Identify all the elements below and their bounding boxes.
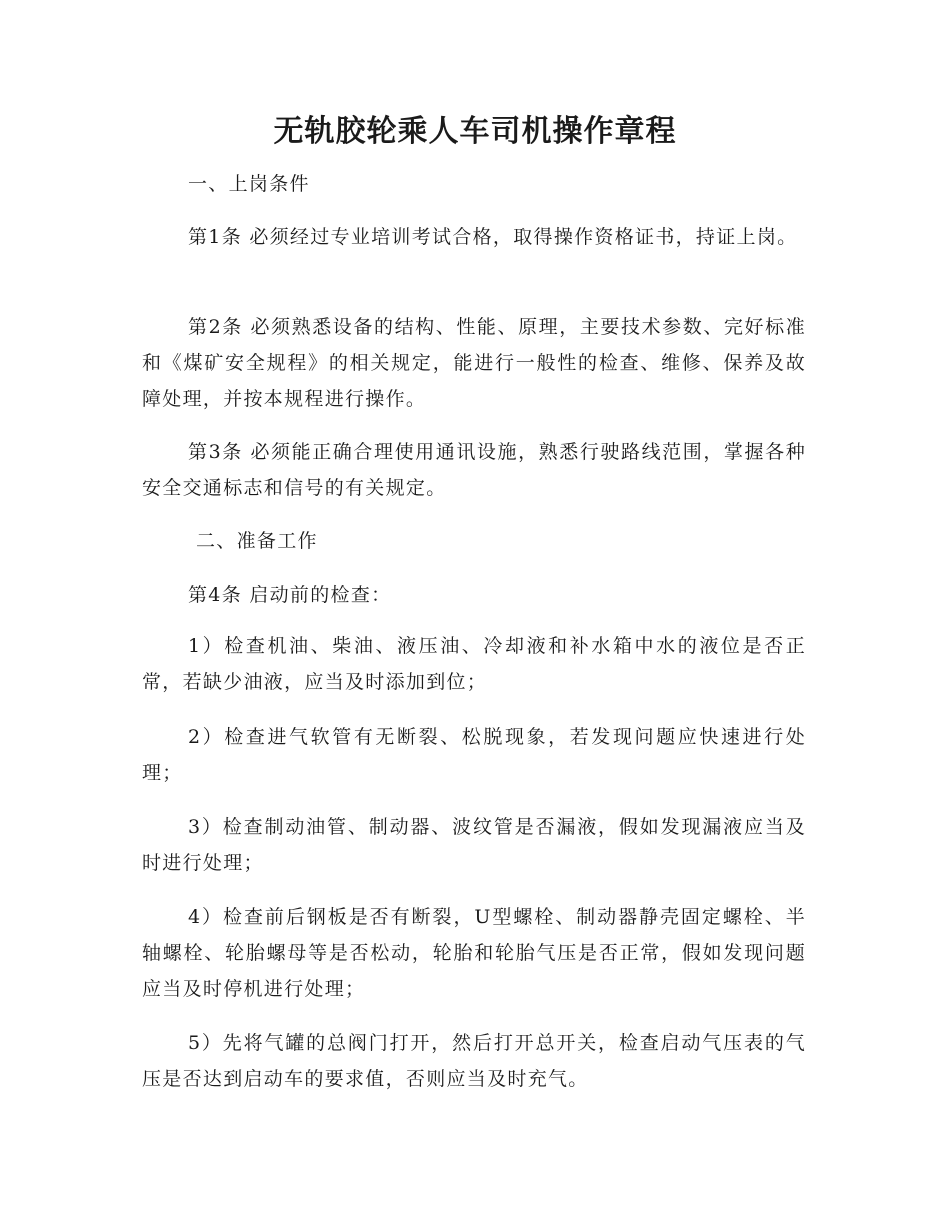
- section-heading-preparation: 二、准备工作: [196, 530, 318, 552]
- article-1: 第1条 必须经过专业培训考试合格，取得操作资格证书，持证上岗。: [188, 226, 798, 248]
- check-item-1: 1）检查机油、柴油、液压油、冷却液和补水箱中水的液位是否正常，若缺少油液，应当及时添加到位；: [142, 635, 806, 693]
- section-heading-qualifications: 一、上岗条件: [188, 173, 310, 195]
- article-4: 第4条 启动前的检查：: [188, 584, 392, 606]
- article-2: 第2条 必须熟悉设备的结构、性能、原理，主要技术参数、完好标准和《煤矿安全规程》的相关规定，能进行一般性的检查、维修、保养及故障处理，并按本规程进行操作。: [142, 316, 806, 410]
- check-item-2: 2）检查进气软管有无断裂、松脱现象，若发现问题应快速进行处理；: [142, 726, 806, 784]
- check-item-3: 3）检查制动油管、制动器、波纹管是否漏液，假如发现漏液应当及时进行处理；: [142, 816, 806, 874]
- article-3: 第3条 必须能正确合理使用通讯设施，熟悉行驶路线范围，掌握各种安全交通标志和信号的有关规定。: [142, 441, 806, 499]
- document-title: 无轨胶轮乘人车司机操作章程: [273, 114, 677, 149]
- check-item-4: 4）检查前后钢板是否有断裂，U型螺栓、制动器静壳固定螺栓、半轴螺栓、轮胎螺母等是否松动，轮胎和轮胎气压是否正常，假如发现问题应当及时停机进行处理；: [142, 906, 806, 1000]
- check-item-5: 5）先将气罐的总阀门打开，然后打开总开关，检查启动气压表的气压是否达到启动车的要求值，否则应当及时充气。: [142, 1032, 806, 1090]
